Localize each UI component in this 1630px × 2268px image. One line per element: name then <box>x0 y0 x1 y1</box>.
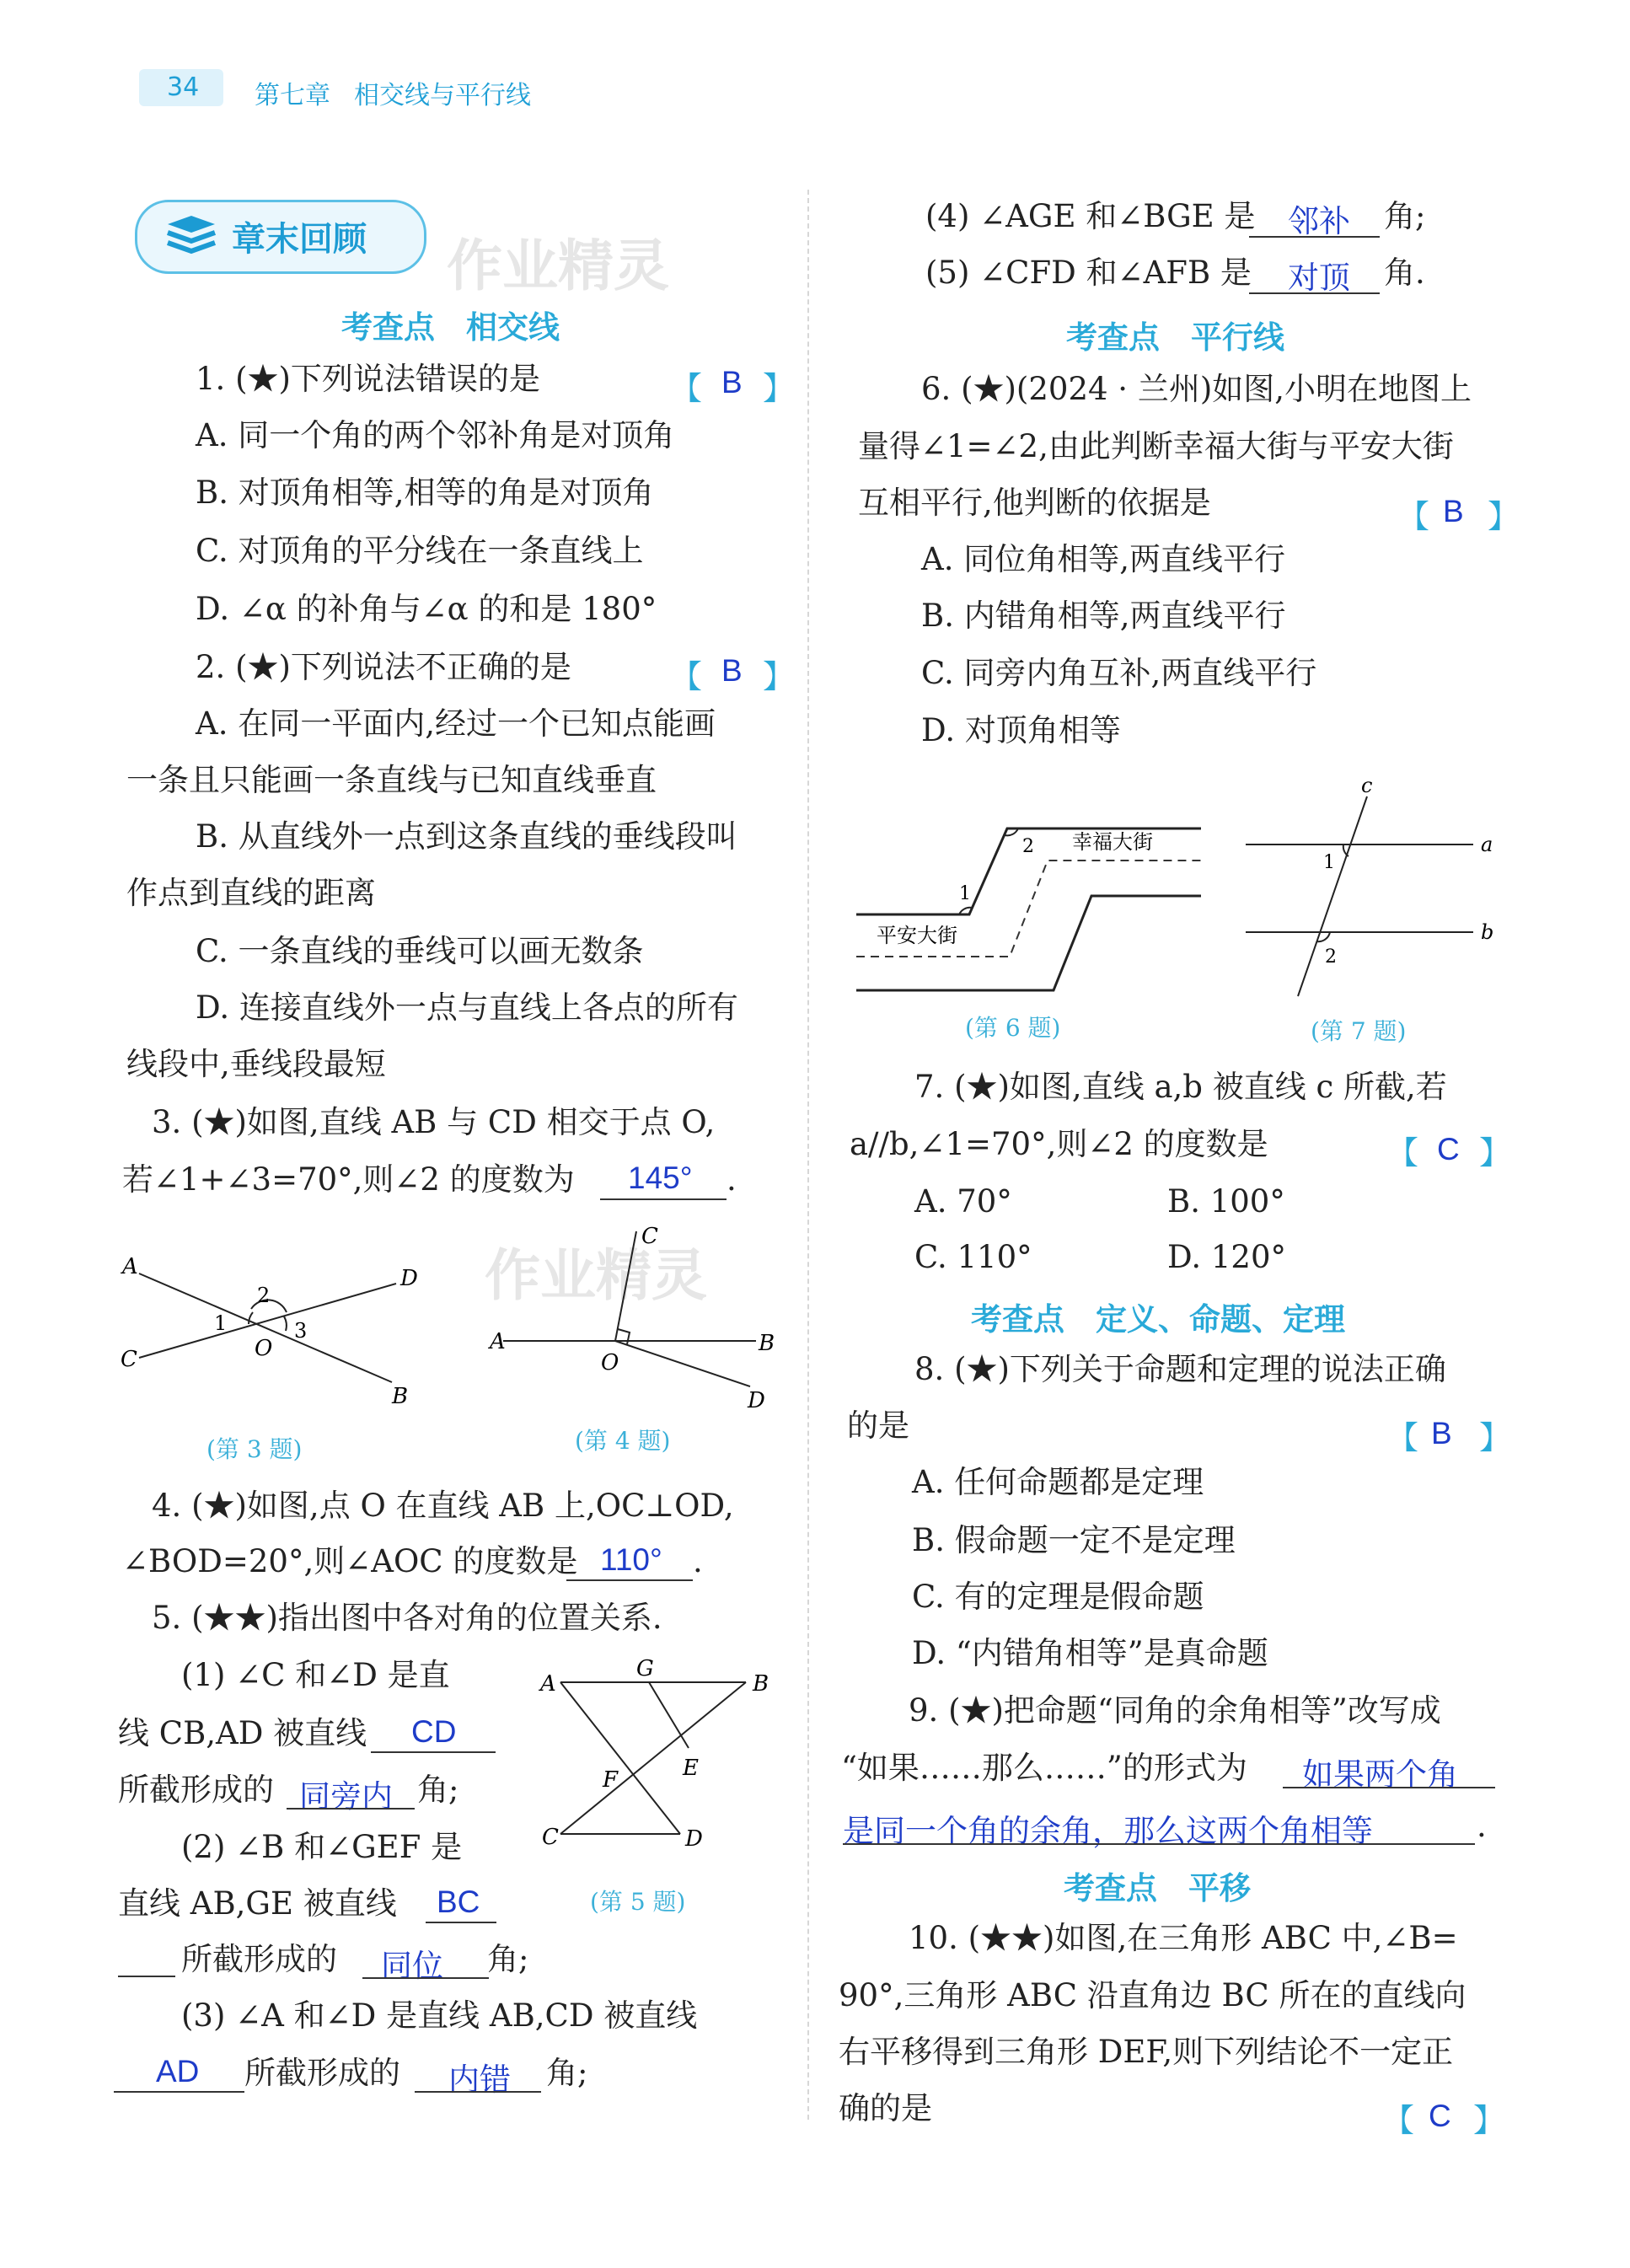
fig5-label-C: C <box>542 1825 559 1850</box>
q1-bracket-open: 【 <box>670 370 703 407</box>
q6-line-1: 6. (★)(2024 · 兰州)如图,小明在地图上 <box>921 371 1472 407</box>
q4-answer-underline <box>566 1579 693 1581</box>
q9-end: . <box>1477 1808 1487 1844</box>
watermark-top: 作业精灵 <box>447 233 669 298</box>
figure-5 <box>535 1652 788 1854</box>
q5-p1-d: 角; <box>417 1772 459 1808</box>
q5-p2-c: 所截形成的 <box>181 1941 337 1977</box>
fig6-label-1: 1 <box>959 883 971 904</box>
badge-title: 章末回顾 <box>232 220 367 259</box>
figure-6 <box>851 805 1222 999</box>
q5-p3-a: (3) ∠A 和∠D 是直线 AB,CD 被直线 <box>181 1997 698 2034</box>
q1-option-a: A. 同一个角的两个邻补角是对顶角 <box>196 417 675 453</box>
q8-answer: B <box>1431 1416 1452 1450</box>
q5-p1-answer-1: CD <box>411 1714 457 1749</box>
q5-p2-answer-1: BC <box>437 1885 480 1919</box>
q5-p5-a: (5) ∠CFD 和∠AFB 是 <box>925 255 1252 291</box>
q2-line-5: C. 一条直线的垂线可以画无数条 <box>196 933 644 969</box>
q5-p2-underline-2 <box>362 1977 489 1979</box>
q5-p1-b: 线 CB,AD 被直线 <box>118 1715 367 1751</box>
fig3-arc-3 <box>284 1316 287 1331</box>
q7-answer: C <box>1437 1132 1460 1166</box>
q5-stem: 5. (★★)指出图中各对角的位置关系. <box>152 1600 662 1636</box>
q5-p1-underline-1 <box>371 1751 496 1753</box>
q2-line-1: A. 在同一平面内,经过一个已知点能画 <box>196 705 716 742</box>
q7-line-2: a//b,∠1=70°,则∠2 的度数是 <box>850 1126 1268 1162</box>
fig7-label-c: c <box>1361 775 1373 797</box>
fig4-label-D: D <box>748 1388 765 1412</box>
q6-line-2: 量得∠1=∠2,由此判断幸福大街与平安大街 <box>858 428 1454 464</box>
q5-p5-answer: 对顶 <box>1288 260 1350 295</box>
chapter-title: 相交线与平行线 <box>354 81 531 110</box>
q3-answer-underline <box>600 1198 727 1200</box>
q9-underline-2 <box>843 1843 1475 1845</box>
section-heading-propositions: 考查点 定义、命题、定理 <box>971 1301 1345 1338</box>
q5-p1-c: 所截形成的 <box>118 1772 274 1808</box>
q5-p4-b: 角; <box>1384 198 1426 234</box>
fig5-label-D: D <box>685 1826 703 1852</box>
q3-answer: 145° <box>628 1161 693 1195</box>
fig5-line-bc <box>560 1682 746 1834</box>
fig4-caption: (第 4 题) <box>575 1427 671 1455</box>
fig3-label-D: D <box>400 1266 418 1291</box>
q2-line-4: 作点到直线的距离 <box>126 875 376 911</box>
q5-p4-answer: 邻补 <box>1288 204 1350 239</box>
q10-bracket-close: 】 <box>1473 2102 1506 2139</box>
q6-bracket-open: 【 <box>1397 498 1430 535</box>
fig4-label-B: B <box>759 1331 775 1356</box>
q10-line-1: 10. (★★)如图,在三角形 ABC 中,∠B= <box>909 1920 1458 1956</box>
q5-p1-underline-2 <box>287 1808 415 1810</box>
figure-7 <box>1239 775 1500 1003</box>
q5-p2-answer-2: 同位 <box>381 1949 443 1983</box>
fig3-label-1: 1 <box>214 1311 228 1335</box>
fig7-label-a: a <box>1481 833 1493 856</box>
q4-line-1: 4. (★)如图,点 O 在直线 AB 上,OC⊥OD, <box>152 1488 734 1524</box>
q7-option-b: B. 100° <box>1167 1183 1285 1220</box>
q1-stem: 1. (★)下列说法错误的是 <box>196 361 540 397</box>
q9-line-2: “如果……那么……”的形式为 <box>841 1750 1247 1786</box>
section-heading-intersecting: 考查点 相交线 <box>341 309 560 346</box>
q2-line-6: D. 连接直线外一点与直线上各点的所有 <box>196 989 738 1026</box>
q5-p3-underline-2 <box>415 2091 541 2093</box>
q3-line-2: 若∠1+∠3=70°,则∠2 的度数为 <box>122 1161 575 1198</box>
figure-3 <box>114 1243 434 1412</box>
q5-p5-b: 角. <box>1384 255 1425 291</box>
q8-option-d: D. “内错角相等”是真命题 <box>912 1635 1268 1671</box>
fig5-line-ge <box>649 1682 689 1748</box>
q8-bracket-open: 【 <box>1386 1419 1419 1456</box>
q10-line-4: 确的是 <box>839 2090 932 2126</box>
q5-p2-underline-1 <box>426 1922 496 1923</box>
fig5-label-F: F <box>603 1767 619 1793</box>
q9-answer-2: 是同一个角的余角，那么这两个角相等 <box>843 1814 1373 1848</box>
q9-line-1: 9. (★)把命题“同角的余角相等”改写成 <box>909 1692 1441 1729</box>
q10-line-3: 右平移得到三角形 DEF,则下列结论不一定正 <box>839 2034 1454 2070</box>
fig5-label-G: G <box>636 1656 654 1681</box>
q1-bracket-close: 】 <box>763 370 796 407</box>
fig7-label-1: 1 <box>1323 852 1335 873</box>
q7-option-a: A. 70° <box>914 1183 1012 1220</box>
q6-bracket-close: 】 <box>1488 498 1520 535</box>
fig4-label-A: A <box>490 1329 506 1354</box>
q4-answer: 110° <box>600 1542 662 1577</box>
fig3-label-O: O <box>255 1336 273 1361</box>
page-number: 34 <box>167 72 200 102</box>
q5-p2-b: 直线 AB,GE 被直线 <box>118 1885 397 1922</box>
q1-option-c: C. 对顶角的平分线在一条直线上 <box>196 533 644 569</box>
q5-p2-a: (2) ∠B 和∠GEF 是 <box>181 1829 463 1865</box>
column-divider <box>807 190 809 2120</box>
q5-p5-underline <box>1249 292 1380 294</box>
q5-p3-c: 角; <box>546 2055 588 2091</box>
chapter-label: 第七章 <box>255 81 330 110</box>
q8-option-a: A. 任何命题都是定理 <box>912 1464 1204 1500</box>
q4-line-2: ∠BOD=20°,则∠AOC 的度数是 <box>122 1543 578 1579</box>
q9-underline-1 <box>1283 1787 1495 1788</box>
q5-p3-answer-2: 内错 <box>448 2062 511 2097</box>
fig5-label-B: B <box>753 1671 769 1697</box>
q8-line-2: 的是 <box>847 1407 909 1444</box>
fig7-label-2: 2 <box>1325 946 1337 968</box>
q1-answer: B <box>721 365 743 399</box>
q5-p3-answer-1: AD <box>156 2054 200 2088</box>
fig3-label-A: A <box>122 1254 138 1279</box>
q5-p2-underline-1b <box>118 1976 175 1977</box>
q5-p3-b: 所截形成的 <box>244 2055 400 2091</box>
q5-p2-d: 角; <box>487 1941 529 1977</box>
fig6-caption: (第 6 题) <box>965 1014 1061 1042</box>
q6-option-b: B. 内错角相等,两直线平行 <box>921 598 1286 634</box>
q10-answer: C <box>1429 2099 1451 2133</box>
q8-line-1: 8. (★)下列关于命题和定理的说法正确 <box>914 1351 1446 1387</box>
q7-line-1: 7. (★)如图,直线 a,b 被直线 c 所截,若 <box>914 1069 1447 1105</box>
q6-option-d: D. 对顶角相等 <box>921 712 1121 748</box>
q2-line-3: B. 从直线外一点到这条直线的垂线段叫 <box>196 818 737 855</box>
fig3-label-2: 2 <box>257 1284 271 1307</box>
watermark-mid: 作业精灵 <box>485 1243 707 1308</box>
q6-answer: B <box>1443 494 1464 528</box>
q5-p1-answer-2: 同旁内 <box>299 1779 393 1814</box>
fig7-label-b: b <box>1481 920 1494 944</box>
section-heading-parallel: 考查点 平行线 <box>1066 319 1284 356</box>
fig4-label-C: C <box>641 1224 658 1249</box>
q6-option-a: A. 同位角相等,两直线平行 <box>921 541 1286 577</box>
fig4-label-O: O <box>601 1350 619 1375</box>
fig5-label-E: E <box>683 1756 699 1781</box>
q6-line-3: 互相平行,他判断的依据是 <box>858 485 1211 521</box>
q1-option-d: D. ∠α 的补角与∠α 的和是 180° <box>196 591 657 627</box>
fig4-ray-od <box>615 1341 750 1386</box>
q2-bracket-close: 】 <box>763 658 796 695</box>
q10-line-2: 90°,三角形 ABC 沿直角边 BC 所在的直线向 <box>839 1977 1466 2013</box>
q9-answer-1: 如果两个角 <box>1302 1757 1458 1792</box>
fig6-label-2: 2 <box>1022 836 1034 857</box>
section-heading-translation: 考查点 平移 <box>1064 1870 1251 1906</box>
fig3-label-C: C <box>121 1347 137 1372</box>
fig3-caption: (第 3 题) <box>206 1435 303 1463</box>
fig6-street-1: 幸福大街 <box>1072 830 1153 854</box>
q8-bracket-close: 】 <box>1479 1419 1512 1456</box>
q2-answer: B <box>721 653 743 688</box>
fig3-label-B: B <box>392 1384 409 1409</box>
q5-p4-a: (4) ∠AGE 和∠BGE 是 <box>925 198 1256 234</box>
fig5-label-A: A <box>540 1671 556 1697</box>
q2-bracket-open: 【 <box>670 658 703 695</box>
q8-option-b: B. 假命题一定不是定理 <box>912 1522 1236 1558</box>
book-stack-icon <box>164 212 218 256</box>
q7-option-c: C. 110° <box>914 1239 1032 1275</box>
q5-p1-a: (1) ∠C 和∠D 是直 <box>181 1657 450 1693</box>
q5-p3-underline-1 <box>114 2091 244 2093</box>
q7-bracket-close: 】 <box>1479 1134 1512 1172</box>
q7-option-d: D. 120° <box>1167 1239 1286 1275</box>
fig7-caption: (第 7 题) <box>1311 1017 1407 1045</box>
fig4-ray-oc <box>615 1231 636 1341</box>
q3-end: . <box>727 1161 737 1198</box>
q7-bracket-open: 【 <box>1386 1134 1419 1172</box>
q2-line-2: 一条且只能画一条直线与已知直线垂直 <box>126 762 657 798</box>
q8-option-c: C. 有的定理是假命题 <box>912 1579 1204 1615</box>
q1-option-b: B. 对顶角相等,相等的角是对顶角 <box>196 475 654 511</box>
q3-line-1: 3. (★)如图,直线 AB 与 CD 相交于点 O, <box>152 1104 716 1140</box>
figure-4 <box>485 1218 780 1412</box>
fig6-street-2: 平安大街 <box>877 924 957 947</box>
q10-bracket-open: 【 <box>1382 2102 1415 2139</box>
q5-p4-underline <box>1249 236 1380 238</box>
q6-option-c: C. 同旁内角互补,两直线平行 <box>921 655 1317 691</box>
fig3-label-3: 3 <box>294 1319 308 1343</box>
q4-end: . <box>693 1543 703 1579</box>
q2-line-7: 线段中,垂线段最短 <box>126 1046 386 1082</box>
fig5-caption: (第 5 题) <box>590 1888 686 1916</box>
q2-stem: 2. (★)下列说法不正确的是 <box>196 649 571 685</box>
